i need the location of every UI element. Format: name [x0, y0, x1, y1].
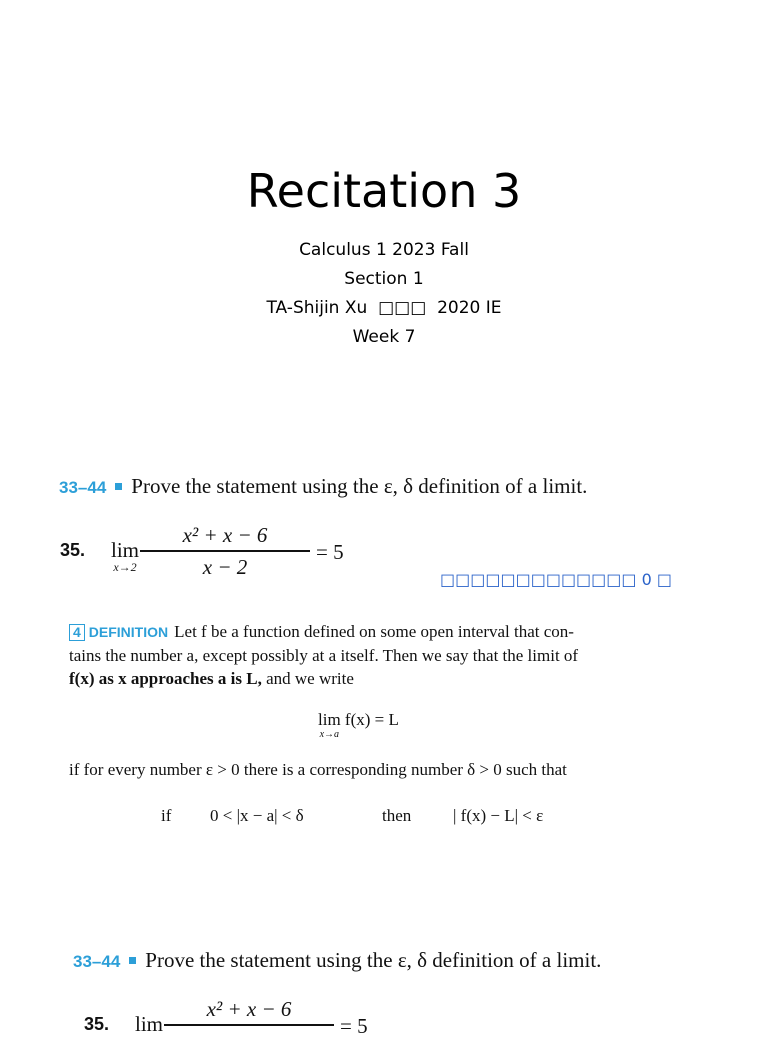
fraction-repeat [164, 994, 334, 1028]
definition-label: DEFINITION [88, 624, 169, 640]
numerator-repeat: x² + x − 6 [206, 997, 292, 1021]
definition-line-3 [69, 667, 659, 690]
limit-operator-repeat [129, 1012, 169, 1037]
limit-operator [105, 538, 145, 573]
definition-text-1: Let f be a function defined on some open interval that con- [174, 622, 574, 641]
annotation-note: □□□□□□□□□□□□□ 0 □ [440, 570, 672, 589]
display-limit-expression: f(x) = L [344, 710, 399, 729]
if-word: if [161, 806, 172, 825]
section-label: Section 1 [344, 269, 424, 289]
lim-text-repeat: lim [134, 1012, 163, 1036]
course-name: Calculus 1 2023 Fall [299, 240, 469, 260]
exercise-instruction: Prove the statement using the ε, δ definition of a limit. [131, 474, 588, 498]
definition-number: 4 [69, 624, 85, 641]
lim-subscript: x→2 [113, 560, 137, 574]
week-label: Week 7 [352, 327, 416, 347]
ta-name: TA-Shijin Xu □□□ 2020 IE [266, 298, 502, 318]
problem-number-repeat: 35. [84, 1014, 110, 1034]
slide-title: Recitation 3 [246, 164, 522, 218]
display-lim-operator [318, 710, 341, 740]
epsilon-delta-statement: if for every number ε > 0 there is a corresponding number δ > 0 such that [69, 760, 567, 779]
fraction [140, 520, 310, 580]
display-lim-subscript: x→a [319, 729, 340, 740]
slide-subtitle [0, 236, 768, 352]
epsilon-conclusion: | f(x) − L| < ε [453, 806, 544, 825]
then-word: then [382, 806, 412, 825]
bullet-icon [129, 957, 136, 964]
bullet-icon [115, 483, 122, 490]
fraction-bar-repeat [164, 1024, 334, 1026]
definition-line-2: tains the number a, except possibly at a itself. Then we say that the limit of [69, 646, 579, 665]
exercise-instruction-repeat: Prove the statement using the ε, δ definition of a limit. [145, 948, 602, 972]
definition-block [69, 620, 659, 690]
exercise-heading-repeat [73, 946, 601, 976]
limit-value-repeat: = 5 [340, 1014, 368, 1038]
definition-bold-phrase: f(x) as x approaches a is L, [69, 669, 262, 688]
fraction-bar [140, 550, 310, 552]
exercise-heading [59, 472, 587, 502]
exercise-range-repeat: 33–44 [73, 952, 121, 971]
numerator: x² + x − 6 [182, 523, 268, 547]
denominator: x − 2 [202, 554, 248, 579]
limit-value: = 5 [316, 540, 344, 564]
definition-line-1 [69, 620, 659, 644]
problem-number: 35. [60, 540, 86, 560]
display-limit [318, 710, 399, 740]
delta-condition: 0 < |x − a| < δ [210, 806, 304, 825]
lim-text: lim [110, 538, 139, 562]
definition-text-3: and we write [261, 669, 354, 688]
display-lim-text: lim [318, 710, 341, 729]
exercise-range: 33–44 [59, 478, 107, 497]
